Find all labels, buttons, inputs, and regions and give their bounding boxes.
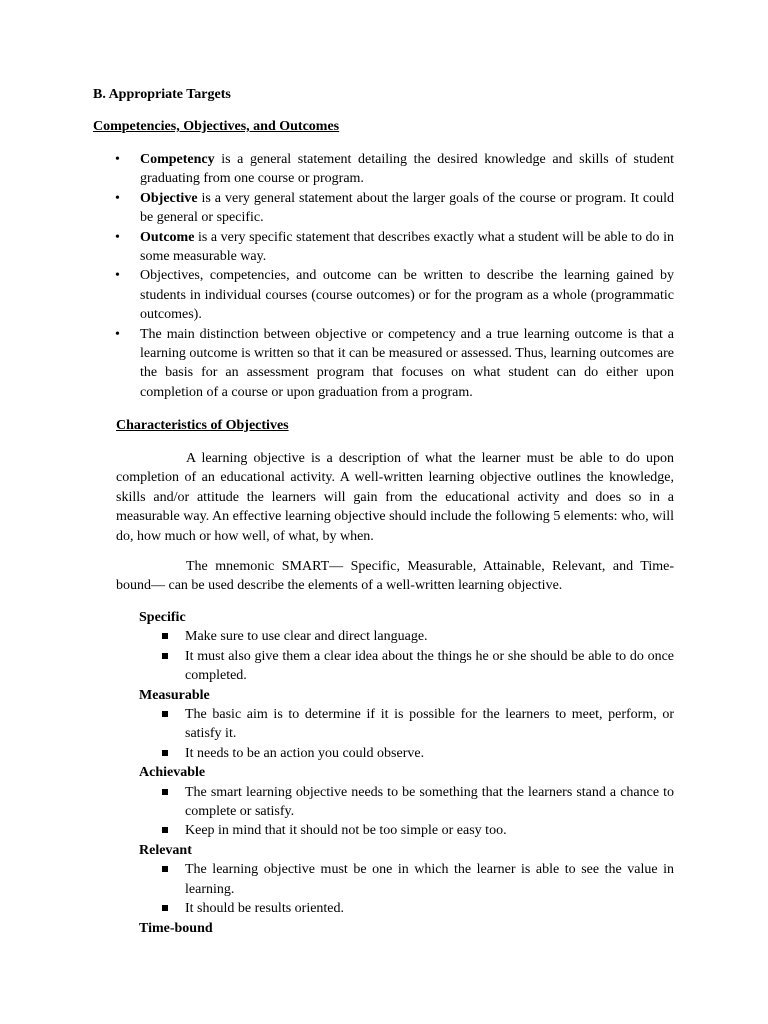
term-outcome: Outcome — [140, 229, 195, 245]
section-heading: B. Appropriate Targets — [93, 87, 231, 102]
list-item: It should be results oriented. — [139, 899, 674, 918]
bullet-text: The main distinction between objective or competency and a true learning outcome is that a learning outcome is written so that it can be measured or assessed. Thus, learning outcomes are the basis for an assessment program that focuses on what student can do either upon completion of a course or upon graduation from a program. — [140, 326, 674, 400]
characteristics-heading: Characteristics of Objectives — [116, 418, 289, 433]
term-objective: Objective — [140, 190, 198, 206]
list-item: The smart learning objective needs to be something that the learners stand a chance to complete or satisfy. — [139, 783, 674, 822]
smart-title-specific: Specific — [139, 610, 186, 625]
list-item — [115, 266, 674, 324]
list-item: It must also give them a clear idea about the things he or she should be able to do once completed. — [139, 647, 674, 686]
smart-list-specific — [139, 627, 674, 685]
learning-objective-paragraph: A learning objective is a description of what the learner must be able to do upon completion of an educational activity. A well-written learning objective outlines the knowledge, skills and/or attitude the learners will gain from the educational activity and does so in a measurable way. An effective learning objective should include the following 5 elements: who, will do, how much or how well, of what, by when. — [116, 451, 674, 544]
definition-text: is a general statement detailing the desired knowledge and skills of student graduating from one course or program. — [140, 152, 674, 187]
smart-list-measurable — [139, 705, 674, 763]
term-competency: Competency — [140, 152, 215, 167]
list-item: The learning objective must be one in which the learner is able to see the value in learning. — [139, 860, 674, 899]
smart-list-achievable — [139, 783, 674, 841]
definition-text: is a very general statement about the larger goals of the course or program. It could be general or specific. — [140, 190, 674, 226]
smart-list-relevant — [139, 860, 674, 918]
smart-mnemonic-paragraph: The mnemonic SMART— Specific, Measurable, Attainable, Relevant, and Time-bound— can be used describe the elements of a well-written learning objective. — [116, 559, 674, 594]
list-item — [115, 189, 674, 228]
list-item: Keep in mind that it should not be too simple or easy too. — [139, 821, 674, 840]
smart-title-measurable: Measurable — [139, 687, 210, 703]
list-item: The basic aim is to determine if it is possible for the learners to meet, perform, or satisfy it. — [139, 705, 674, 744]
list-item: It needs to be an action you could observe. — [139, 744, 674, 763]
definitions-list — [115, 150, 674, 402]
smart-title-time-bound: Time-bound — [139, 920, 213, 936]
list-item — [115, 228, 674, 267]
definition-text: is a very specific statement that describes exactly what a student will be able to do in some measurable way. — [140, 229, 674, 265]
list-item — [115, 325, 674, 403]
bullet-text: Objectives, competencies, and outcome can be written to describe the learning gained by students in individual courses (course outcomes) or for the program as a whole (programmatic outcomes). — [140, 268, 674, 323]
smart-title-achievable: Achievable — [139, 765, 206, 781]
list-item — [115, 150, 674, 189]
smart-title-relevant: Relevant — [139, 842, 192, 858]
competencies-heading: Competencies, Objectives, and Outcomes — [93, 119, 340, 134]
list-item: Make sure to use clear and direct language. — [139, 627, 674, 646]
smart-criteria — [139, 608, 674, 938]
